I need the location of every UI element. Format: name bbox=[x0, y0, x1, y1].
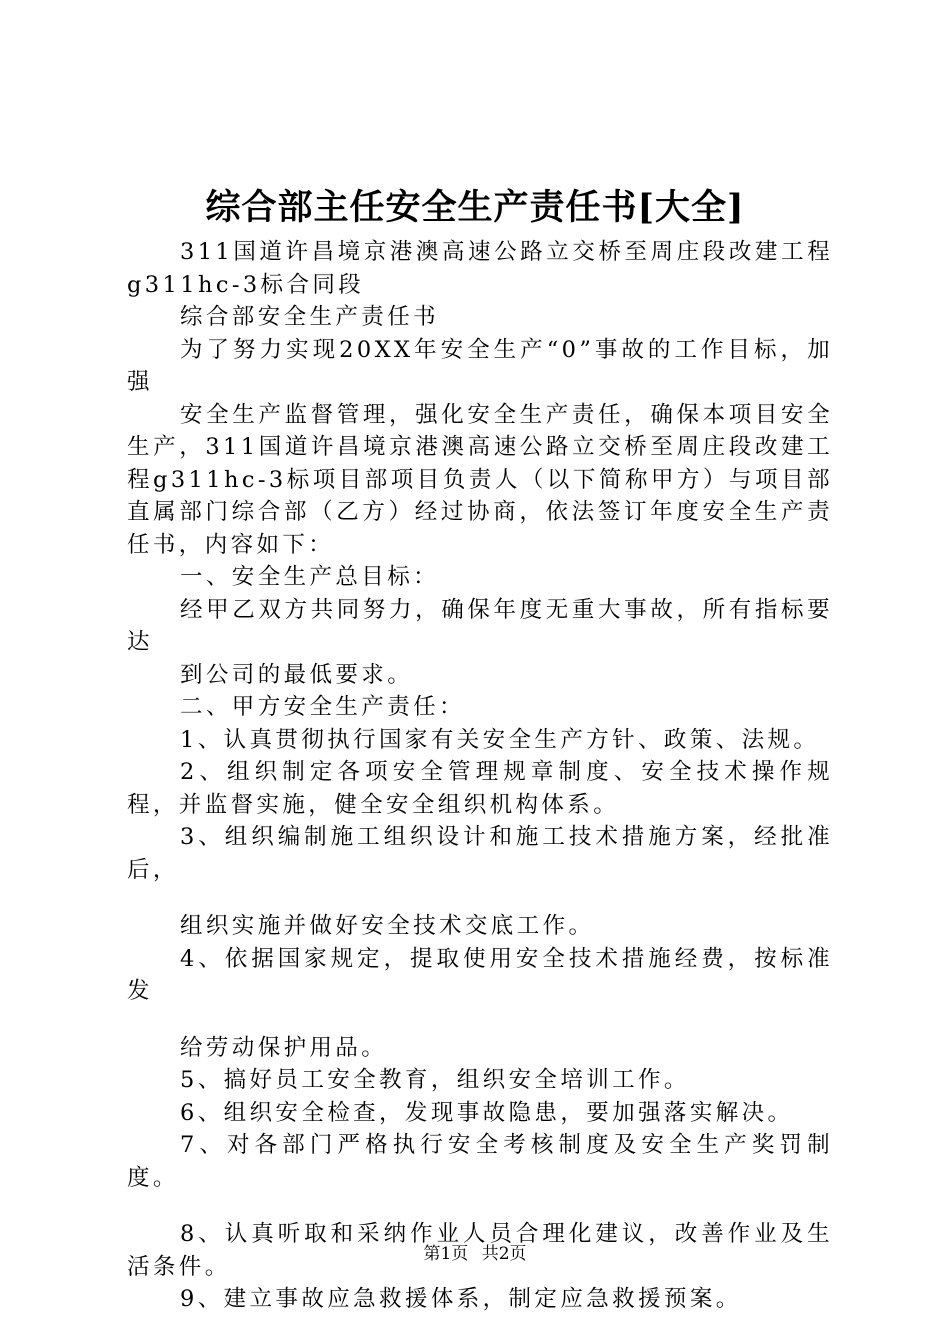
paragraph-goal: 经甲乙双方共同努力，确保年度无重大事故，所有指标要达 bbox=[127, 596, 833, 655]
page-footer bbox=[0, 1242, 950, 1266]
list-item-8: 8、认真听取和采纳作业人员合理化建议，改善作业及生活条件。 bbox=[127, 1221, 833, 1280]
list-item-3-cont: 组织实施并做好安全技术交底工作。 bbox=[180, 913, 595, 939]
list-item-3: 3、组织编制施工组织设计和施工技术措施方案，经批准后， bbox=[127, 824, 833, 883]
list-item-9: 9、建立事故应急救援体系，制定应急救援预案。 bbox=[180, 1286, 742, 1312]
list-item-7: 7、对各部门严格执行安全考核制度及安全生产奖罚制度。 bbox=[127, 1132, 833, 1191]
list-item-4: 4、依据国家规定，提取使用安全技术措施经费，按标准发 bbox=[127, 945, 833, 1004]
paragraph-goal-cont: 到公司的最低要求。 bbox=[180, 661, 414, 688]
document-body bbox=[127, 236, 833, 1316]
paragraph-purpose: 为了努力实现20XX年安全生产“0”事故的工作目标，加强 bbox=[127, 336, 833, 395]
paragraph-purpose-cont: 安全生产监督管理，强化安全生产责任，确保本项目安全生产，311国道许昌境京港澳高速公路立交桥至周庄段改建工程g311hc-3标项目部项目负责人（以下简称甲方）与项目部直属部门综合部（乙方）经过协商，依法签订年度安全生产责任书，内容如下： bbox=[127, 401, 833, 558]
paragraph-project-name: 311国道许昌境京港澳高速公路立交桥至周庄段改建工程g311hc-3标合同段 bbox=[127, 239, 833, 298]
document-title: 综合部主任安全生产责任书[大全] bbox=[205, 187, 745, 228]
list-item-1: 1、认真贯彻执行国家有关安全生产方针、政策、法规。 bbox=[180, 726, 820, 753]
page-number: 第1页 bbox=[423, 1244, 469, 1264]
section-heading-goal: 一、安全生产总目标： bbox=[180, 564, 440, 590]
page-total: 共2页 bbox=[481, 1244, 527, 1264]
list-item-5: 5、搞好员工安全教育，组织安全培训工作。 bbox=[180, 1067, 690, 1093]
list-item-2: 2、组织制定各项安全管理规章制度、安全技术操作规程，并监督实施，健全安全组织机构体系。 bbox=[127, 759, 833, 818]
list-item-4-cont: 给劳动保护用品。 bbox=[180, 1034, 388, 1061]
paragraph-subtitle: 综合部安全生产责任书 bbox=[180, 304, 440, 330]
section-heading-party-a: 二、甲方安全生产责任： bbox=[180, 694, 465, 720]
list-item-6: 6、组织安全检查，发现事故隐患，要加强落实解决。 bbox=[180, 1099, 794, 1126]
